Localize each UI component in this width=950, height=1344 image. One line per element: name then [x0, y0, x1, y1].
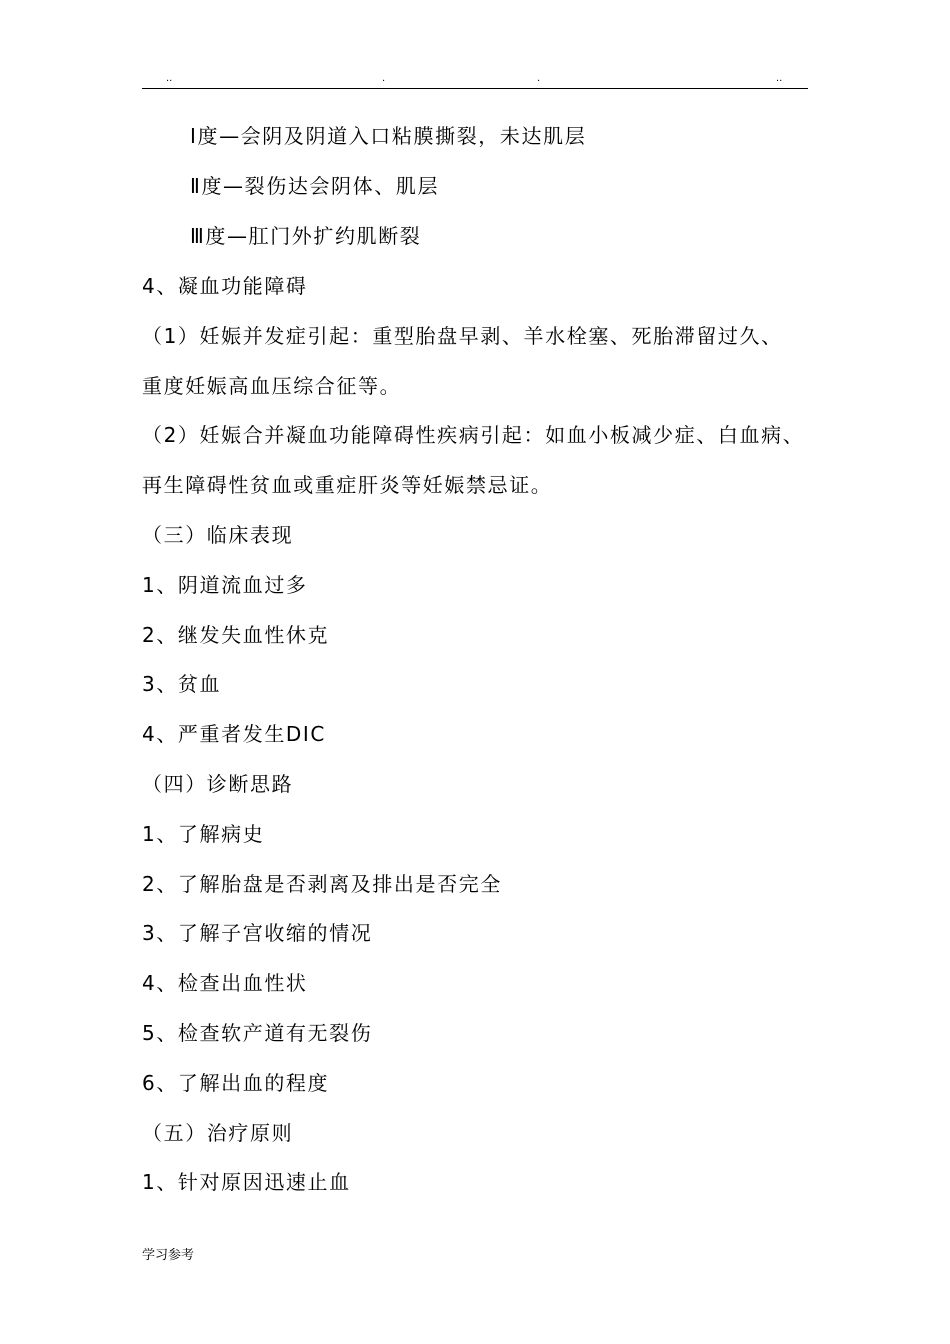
text-line: Ⅰ度—会阴及阴道入口粘膜撕裂，未达肌层 [190, 124, 587, 148]
list-item: 4、严重者发生DIC [142, 722, 326, 746]
list-item: 1、阴道流血过多 [142, 573, 308, 597]
list-item: 2、了解胎盘是否剥离及排出是否完全 [142, 872, 502, 896]
list-item: 4、检查出血性状 [142, 971, 308, 995]
section-heading: （四）诊断思路 [142, 772, 294, 796]
list-item: 1、针对原因迅速止血 [142, 1170, 351, 1194]
text-line: （1）妊娠并发症引起：重型胎盘早剥、羊水栓塞、死胎滞留过久、 [142, 324, 783, 348]
text-line: （2）妊娠合并凝血功能障碍性疾病引起：如血小板减少症、白血病、 [142, 423, 805, 447]
list-item: 3、了解子宫收缩的情况 [142, 921, 373, 945]
header-mark: .. [166, 73, 173, 84]
list-item: 1、了解病史 [142, 822, 265, 846]
header-mark: . [537, 73, 541, 84]
list-item: 5、检查软产道有无裂伤 [142, 1021, 373, 1045]
header-mark: . [382, 73, 386, 84]
text-line: 再生障碍性贫血或重症肝炎等妊娠禁忌证。 [142, 473, 553, 497]
text-line: Ⅲ度—肛门外扩约肌断裂 [190, 224, 422, 248]
list-item: 2、继发失血性休克 [142, 623, 330, 647]
header-mark: .. [776, 73, 783, 84]
section-item: 4、凝血功能障碍 [142, 274, 308, 298]
page-footer: 学习参考 [142, 1248, 195, 1263]
list-item: 6、了解出血的程度 [142, 1071, 330, 1095]
text-line: Ⅱ度—裂伤达会阴体、肌层 [190, 174, 440, 198]
list-item: 3、贫血 [142, 672, 222, 696]
section-heading: （三）临床表现 [142, 523, 294, 547]
text-line: 重度妊娠高血压综合征等。 [142, 374, 402, 398]
section-heading: （五）治疗原则 [142, 1121, 294, 1145]
page-header [142, 74, 808, 89]
